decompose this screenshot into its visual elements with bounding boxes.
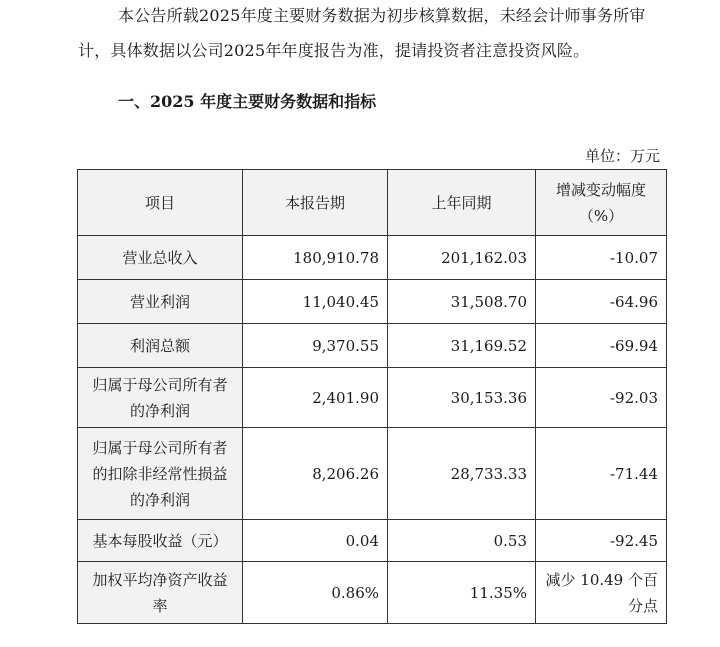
row-prior: 0.53 (388, 520, 536, 562)
row-current: 180,910.78 (243, 236, 388, 280)
header-current-period: 本报告期 (243, 170, 388, 236)
table-row (78, 280, 667, 324)
row-prior: 201,162.03 (388, 236, 536, 280)
row-change: -92.03 (536, 368, 667, 428)
financial-data-table (77, 169, 667, 624)
header-item: 项目 (78, 170, 243, 236)
row-current: 11,040.45 (243, 280, 388, 324)
row-item: 营业总收入 (78, 236, 243, 280)
row-current: 0.86% (243, 562, 388, 624)
table-header-row (78, 170, 667, 236)
row-change: -71.44 (536, 428, 667, 520)
row-current: 9,370.55 (243, 324, 388, 368)
table-row (78, 520, 667, 562)
table-row (78, 562, 667, 624)
row-prior: 28,733.33 (388, 428, 536, 520)
row-change: -10.07 (536, 236, 667, 280)
row-change: -69.94 (536, 324, 667, 368)
row-item: 加权平均净资产收益率 (78, 562, 243, 624)
header-change-line-2: （%） (578, 206, 624, 225)
row-change: -92.45 (536, 520, 667, 562)
row-current: 8,206.26 (243, 428, 388, 520)
table-row (78, 236, 667, 280)
table-row (78, 368, 667, 428)
notice-line-1: 本公告所载2025年度主要财务数据为初步核算数据，未经会计师事务所审 (118, 6, 646, 25)
row-prior: 30,153.36 (388, 368, 536, 428)
row-current: 2,401.90 (243, 368, 388, 428)
table-row (78, 324, 667, 368)
row-item: 归属于母公司所有者的净利润 (78, 368, 243, 428)
row-item: 归属于母公司所有者的扣除非经常性损益的净利润 (78, 428, 243, 520)
row-prior: 31,169.52 (388, 324, 536, 368)
header-prior-period: 上年同期 (388, 170, 536, 236)
row-item: 利润总额 (78, 324, 243, 368)
row-item: 营业利润 (78, 280, 243, 324)
row-item: 基本每股收益（元） (78, 520, 243, 562)
row-change: -64.96 (536, 280, 667, 324)
unit-label: 单位：万元 (584, 147, 660, 165)
header-change-line-1: 增减变动幅度 (555, 180, 646, 199)
notice-line-2: 计，具体数据以公司2025年年度报告为准，提请投资者注意投资风险。 (78, 41, 590, 60)
row-prior: 31,508.70 (388, 280, 536, 324)
table-row (78, 428, 667, 520)
section-heading: 一、2025 年度主要财务数据和指标 (118, 92, 377, 111)
row-prior: 11.35% (388, 562, 536, 624)
row-current: 0.04 (243, 520, 388, 562)
row-change: 减少 10.49 个百分点 (536, 562, 667, 624)
header-change-rate (536, 170, 667, 236)
